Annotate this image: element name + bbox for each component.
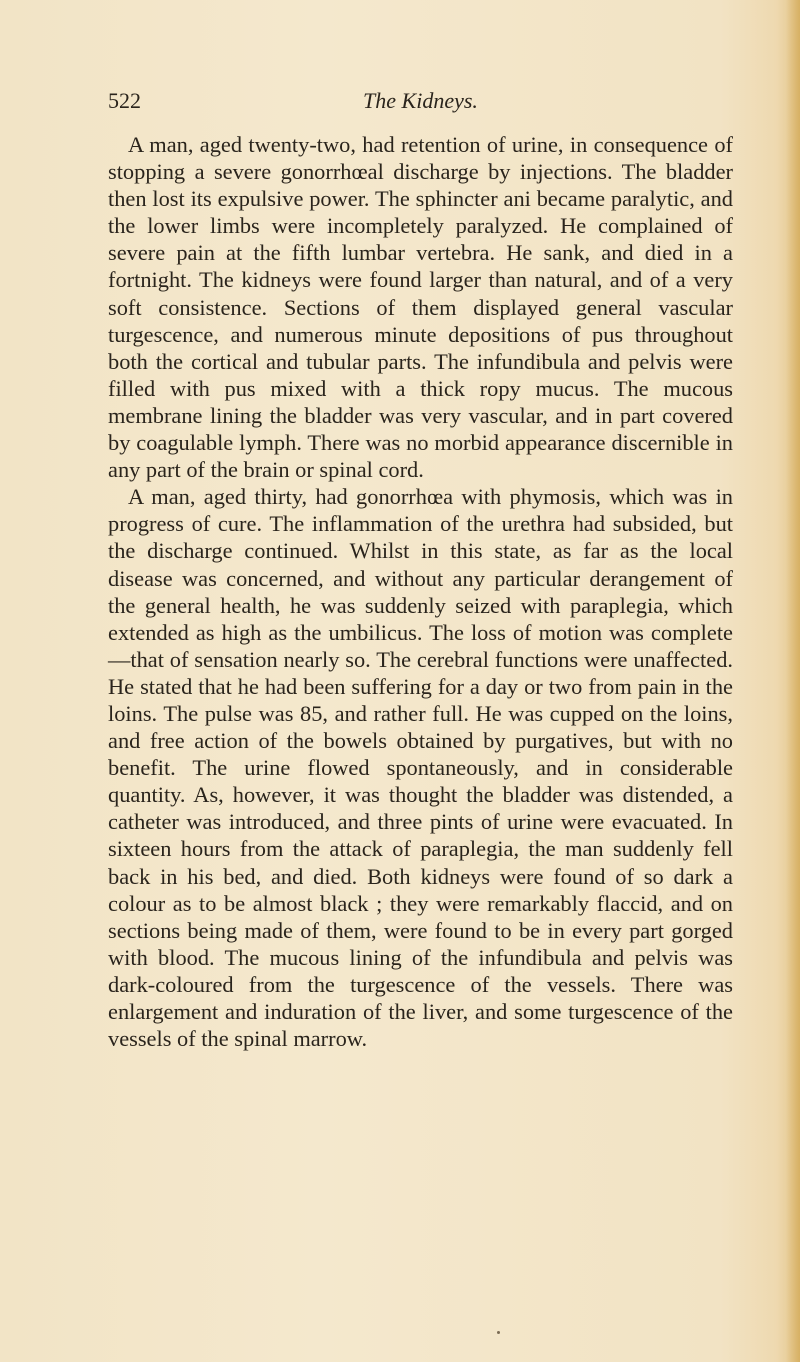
running-title: The Kidneys. bbox=[363, 88, 478, 113]
body-text bbox=[108, 131, 733, 1052]
paragraph-case-1: A man, aged twenty-two, had retention of urine, in consequence of stopping a severe gonorrhœal discharge by injections. The bladder then lost its expulsive power. The sphincter ani became paralytic, and the lower limbs were incompletely paralyzed. He complained of severe pain at the fifth lumbar vertebra. He sank, and died in a fortnight. The kidneys were found larger than natural, and of a very soft consistence. Sections of them displayed general vascular turgescence, and numerous minute depositions of pus throughout both the cortical and tubular parts. The infundibula and pelvis were filled with pus mixed with a thick ropy mucus. The mucous membrane lining the bladder was very vascular, and in part covered by coagulable lymph. There was no morbid appearance discernible in any part of the brain or spinal cord. bbox=[108, 132, 733, 483]
page-header bbox=[108, 88, 733, 118]
page-edge-shadow bbox=[786, 0, 800, 1362]
paragraph-case-2: A man, aged thirty, had gonorrhœa with phymosis, which was in progress of cure. The inflammation of the urethra had subsided, but the discharge continued. Whilst in this state, as far as the local disease was concerned, and without any particular derangement of the general health, he was suddenly seized with paraplegia, which extended as high as the umbilicus. The loss of motion was complete—that of sensation nearly so. The cerebral functions were unaffected. He stated that he had been suffering for a day or two from pain in the loins. The pulse was 85, and rather full. He was cupped on the loins, and free action of the bowels obtained by purgatives, but with no benefit. The urine flowed spontaneously, and in considerable quantity. As, however, it was thought the bladder was distended, a catheter was introduced, and three pints of urine were evacuated. In sixteen hours from the attack of paraplegia, the man suddenly fell back in his bed, and died. Both kidneys were found of so dark a colour as to be almost black ; they were remarkably flaccid, and on sections being made of them, were found to be in every part gorged with blood. The mucous lining of the infundibula and pelvis was dark-coloured from the turgescence of the vessels. There was enlargement and induration of the liver, and some turgescence of the vessels of the spinal marrow. bbox=[108, 484, 733, 1052]
paper-speck bbox=[497, 1331, 500, 1334]
page-number: 522 bbox=[108, 88, 141, 113]
